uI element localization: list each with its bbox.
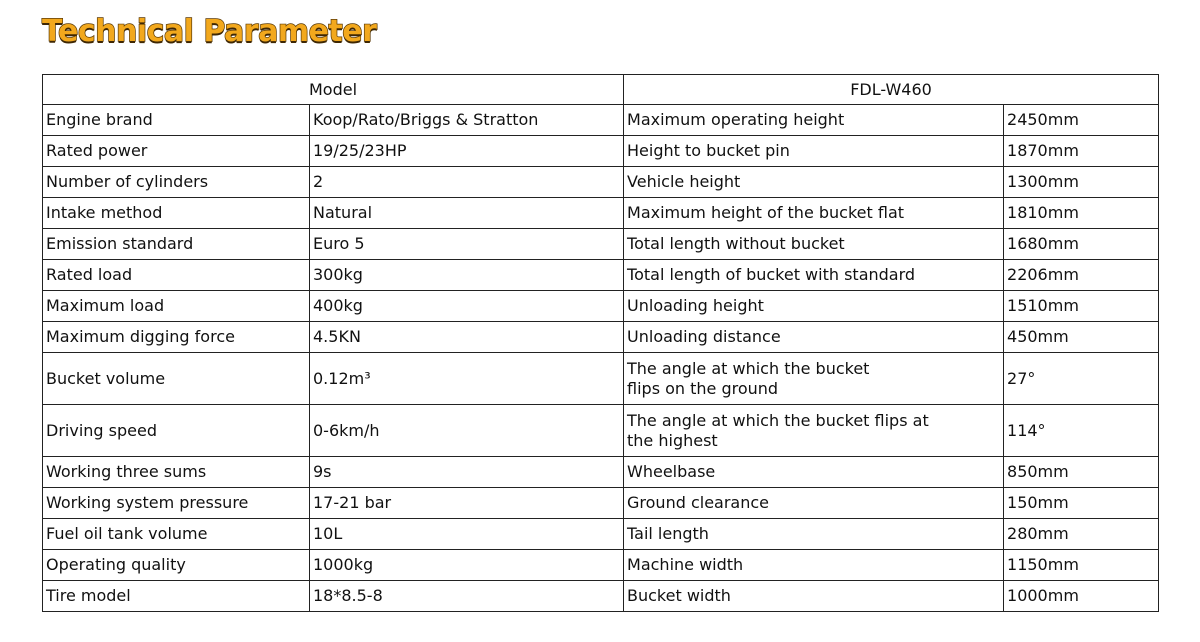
param-value: 850mm <box>1004 457 1159 488</box>
table-row <box>43 291 1159 322</box>
param-label: Emission standard <box>43 229 310 260</box>
param-value: 300kg <box>310 260 624 291</box>
param-label: Rated load <box>43 260 310 291</box>
param-value: 27° <box>1004 353 1159 405</box>
param-label: Total length without bucket <box>624 229 1004 260</box>
param-label: Working three sums <box>43 457 310 488</box>
table-row <box>43 229 1159 260</box>
param-value: 1300mm <box>1004 167 1159 198</box>
param-value: Natural <box>310 198 624 229</box>
param-value: 1000mm <box>1004 581 1159 612</box>
param-label: The angle at which the bucket flips at the highest <box>624 405 1004 457</box>
param-label: Operating quality <box>43 550 310 581</box>
param-value: Euro 5 <box>310 229 624 260</box>
table-row <box>43 136 1159 167</box>
param-label: Tail length <box>624 519 1004 550</box>
param-value: 4.5KN <box>310 322 624 353</box>
param-label: Fuel oil tank volume <box>43 519 310 550</box>
param-value: 1150mm <box>1004 550 1159 581</box>
param-label: Maximum load <box>43 291 310 322</box>
param-value: 10L <box>310 519 624 550</box>
param-value: 2450mm <box>1004 105 1159 136</box>
param-value: 2 <box>310 167 624 198</box>
param-label: Engine brand <box>43 105 310 136</box>
param-value: 18*8.5-8 <box>310 581 624 612</box>
param-value: 1810mm <box>1004 198 1159 229</box>
param-value: 0.12m³ <box>310 353 624 405</box>
param-value: 280mm <box>1004 519 1159 550</box>
table-row <box>43 488 1159 519</box>
param-value: 2206mm <box>1004 260 1159 291</box>
param-label: Unloading height <box>624 291 1004 322</box>
param-label: Rated power <box>43 136 310 167</box>
param-label: Unloading distance <box>624 322 1004 353</box>
table-row <box>43 457 1159 488</box>
param-label: Total length of bucket with standard <box>624 260 1004 291</box>
header-model-value: FDL-W460 <box>624 75 1159 105</box>
table-row <box>43 167 1159 198</box>
table-row <box>43 405 1159 457</box>
param-label: Intake method <box>43 198 310 229</box>
param-value: 1870mm <box>1004 136 1159 167</box>
param-value: 1680mm <box>1004 229 1159 260</box>
param-label: Bucket width <box>624 581 1004 612</box>
param-label: Driving speed <box>43 405 310 457</box>
param-value: 1510mm <box>1004 291 1159 322</box>
param-label: Vehicle height <box>624 167 1004 198</box>
param-value: 400kg <box>310 291 624 322</box>
param-value: Koop/Rato/Briggs & Stratton <box>310 105 624 136</box>
param-value: 17-21 bar <box>310 488 624 519</box>
param-value: 450mm <box>1004 322 1159 353</box>
table-header-row <box>43 75 1159 105</box>
table-row <box>43 322 1159 353</box>
table-row <box>43 260 1159 291</box>
table-body <box>43 75 1159 612</box>
param-value: 0-6km/h <box>310 405 624 457</box>
param-label: Height to bucket pin <box>624 136 1004 167</box>
param-value: 1000kg <box>310 550 624 581</box>
param-label: Wheelbase <box>624 457 1004 488</box>
param-label: Working system pressure <box>43 488 310 519</box>
technical-parameter-table <box>42 74 1159 612</box>
param-value: 114° <box>1004 405 1159 457</box>
param-label: Ground clearance <box>624 488 1004 519</box>
param-label: The angle at which the bucket flips on the ground <box>624 353 1004 405</box>
param-value: 150mm <box>1004 488 1159 519</box>
table-row <box>43 550 1159 581</box>
table-row <box>43 581 1159 612</box>
table-row <box>43 519 1159 550</box>
header-model-label: Model <box>43 75 624 105</box>
param-label: Tire model <box>43 581 310 612</box>
param-label: Maximum height of the bucket flat <box>624 198 1004 229</box>
param-label: Number of cylinders <box>43 167 310 198</box>
param-label: Maximum digging force <box>43 322 310 353</box>
page-title: Technical Parameter <box>42 14 377 49</box>
table-row <box>43 353 1159 405</box>
param-label: Maximum operating height <box>624 105 1004 136</box>
param-value: 19/25/23HP <box>310 136 624 167</box>
param-value: 9s <box>310 457 624 488</box>
table-row <box>43 198 1159 229</box>
table-row <box>43 105 1159 136</box>
param-label: Machine width <box>624 550 1004 581</box>
param-label: Bucket volume <box>43 353 310 405</box>
